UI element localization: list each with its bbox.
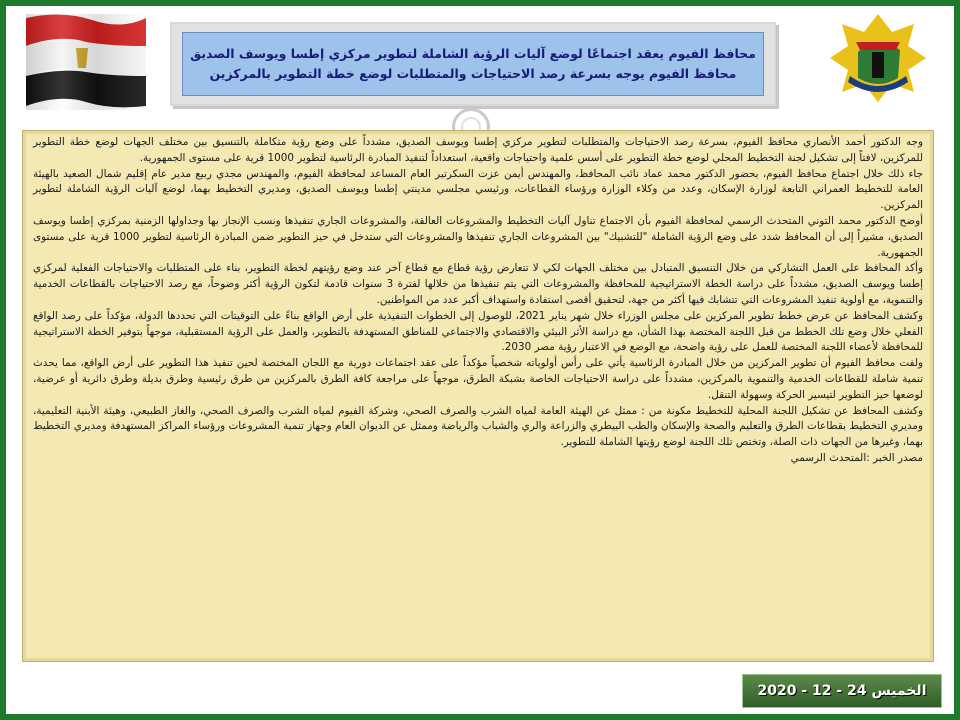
date-label: الخميس 24 - 12 - 2020 — [757, 683, 927, 699]
article-paragraph: جاء ذلك خلال اجتماع محافظ الفيوم، بحضور الدكتور محمد عماد نائب المحافظ، والمهندس أيمن عزت السكرتير العام المساعد لمحافظة الفيوم، والمهندس مجدي ربيع مدير عام إقليم شمال الصعيد بالهيئة العامة للتخطيط العمراني التابعة لوزارة الإسكان، وعدد من وكلاء الوزارة ورؤساء القطاعات، ورئيسي مجلسي مدينتي إطسا ويوسف الصديق، ومديري التخطيط بهما، لوضع آليات الرؤية الشاملة لتطوير المركزين. — [33, 167, 923, 212]
date-bar — [742, 674, 942, 708]
article-paragraph: وأكد المحافظ على العمل التشاركي من خلال التنسيق المتبادل بين مختلف الجهات لكي لا تتعارض رؤية قطاع مع قطاع آخر عند وضع رؤيتهم لخطة التطوير، بناء على المتطلبات والاحتياجات الفعلية لمركزي إطسا ويوسف الصديق، مشدداً على دراسة الخطة الاستراتيجية للمحافظة والمشروعات التي يتم تنفيذها من خلالها لفترة 3 سنوات قادمة لتكون الرؤية أكثر وضوحاً، مع رصد الاحتياجات بالقطاعات الخدمية والتنموية، مع أولوية تنفيذ المشروعات التي تتشابك فيها أكثر من جهة، لتحقيق أقصى استفادة واستهداف أكبر عدد من المواطنين. — [33, 262, 923, 306]
egypt-flag-icon — [22, 10, 150, 114]
article-body — [33, 135, 923, 467]
headline-line-2: محافظ الفيوم يوجه بسرعة رصد الاحتياجات والمتطلبات لوضع خطة التطوير بالمركزين — [209, 66, 737, 81]
article-paragraph: وكشف المحافظ عن عرض خطط تطوير المركزين على مجلس الوزراء خلال شهر يناير 2021، للوصول إلى الخطوات التنفيذية على أرض الواقع بناءً على التوقيتات التي تحددها الدولة، مؤكداً على رصد الواقع الفعلي خلال وضع تلك الخطط من قبل اللجنة المختصة بهذا الشأن، مع دراسة الأثر البيئي والاقتصادي والاجتماعي للمناطق المستهدفة بالتطوير، والعمل على الرؤية المستقبلية، موجهاً بتوفير الخطة الاستراتيجية للمحافظة لأعضاء اللجنة المختصة للعمل على رؤية واضحة، مع الوضع في الاعتبار رؤية مصر 2030. — [33, 309, 923, 354]
headline-box — [170, 22, 776, 106]
fayoum-governorate-logo-icon — [828, 12, 928, 104]
headline-line-1: محافظ الفيوم يعقد اجتماعًا لوضع آليات الرؤية الشاملة لتطوير مركزي إطسا ويوسف الصديق — [190, 46, 756, 61]
article-box — [22, 130, 934, 662]
news-source: مصدر الخبر :المتحدث الرسمي — [790, 451, 923, 464]
article-paragraph: ولفت محافظ الفيوم أن تطوير المركزين من خلال المبادرة الرئاسية يأتي على رأس أولوياته شخصياً مؤكداً على عقد اجتماعات دورية مع اللجان المختصة لحين تنفيذ هذا التطوير على أرض الواقع، مما يحدث تنمية شاملة للقطاعات الخدمية والتنموية بالمركزين، مشدداً على دراسة الاحتياجات الخاصة بشبكة الطرق، موجهاً على مراجعة كافة الطرق بالمركزين من طرق رئيسية وطرق بديلة وطرق دائرية أو عرضية، لوضعها حيز التطوير لتيسير الحركة وسهولة التنقل. — [33, 357, 923, 401]
headline-panel — [182, 32, 764, 96]
article-paragraph: وجه الدكتور أحمد الأنصاري محافظ الفيوم، بسرعة رصد الاحتياجات والمتطلبات لتطوير مركزي إطسا ويوسف الصديق، مشدداً على وضع رؤية متكاملة بالتنسيق بين مختلف الجهات لوضع خطة التطوير للمركزين، لافتاً إلى تشكيل لجنة التخطيط المحلي لوضع خطة التطوير على أسس علمية واحتياجات واقعية، استعداداً لتنفيذ المبادرة الرئاسية لتطوير 1000 قرية على مستوى الجمهورية. — [33, 136, 923, 164]
article-paragraph: أوضح الدكتور محمد التوني المتحدث الرسمي لمحافظة الفيوم بأن الاجتماع تناول آليات التخطيط والمشروعات العالقة، والمشروعات الجاري تنفيذها ونسب الإنجاز بها وجداولها الزمنية بمركزي إطسا ويوسف الصديق، مشيراً إلى أن المحافظ شدد على وضع الرؤية الشاملة "للتشبيك" بين المشروعات الجاري تنفيذها والمشروعات التي ستدخل في حيز التطوير ضمن المبادرة الرئاسية لتطوير 1000 قرية على مستوى الجمهورية. — [33, 214, 923, 259]
article-paragraph: وكشف المحافظ عن تشكيل اللجنة المحلية للتخطيط مكونة من : ممثل عن الهيئة العامة لمياه الشرب والصرف الصحي، وشركة الفيوم لمياه الشرب والصرف الصحي، والغاز الطبيعي، وهيئة الأبنية التعليمية، ومديري التخطيط بقطاعات الطرق والتعليم والصحة والإسكان والطب البيطري والزراعة والري والشباب والرياضة وممثل عن الديوان العام وجهاز تنمية المشروعات ورؤساء المراكز المستهدفة ومديري التخطيط بهما، وغيرها من الجهات ذات الصلة، وتختص تلك اللجنة لوضع رؤيتها الشاملة للتطوير. — [33, 404, 923, 449]
